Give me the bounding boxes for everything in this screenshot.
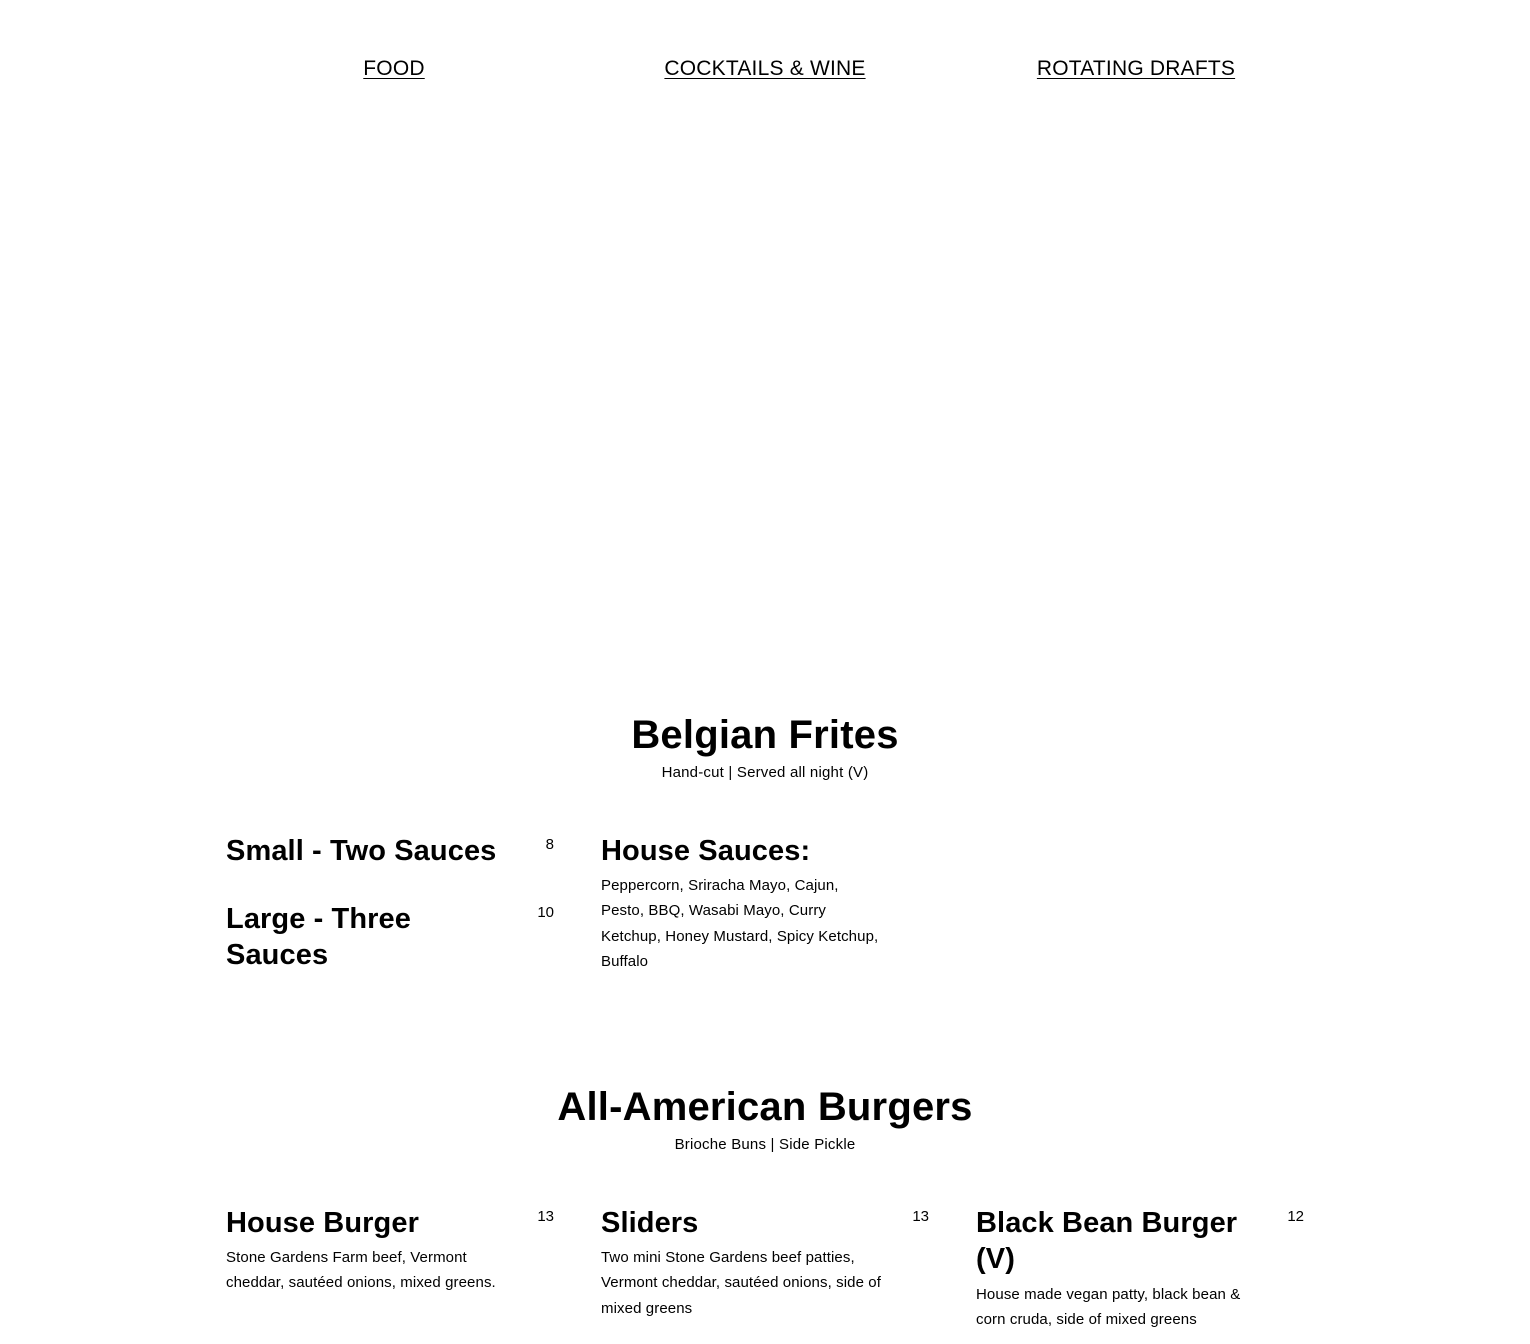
item-price: 10 — [537, 904, 554, 921]
item-description: House made vegan patty, black bean & corn cruda, side of mixed greens — [976, 1286, 1241, 1329]
sauces-list: Peppercorn, Sriracha Mayo, Cajun, Pesto, BBQ, Wasabi Mayo, Curry Ketchup, Honey Mustard, Spicy Ketchup, Buffalo — [601, 877, 879, 970]
item-price: 13 — [537, 1208, 554, 1225]
section-title: Belgian Frites — [631, 713, 899, 757]
item-name: Sliders — [601, 1207, 699, 1239]
sauces-heading: House Sauces: — [601, 835, 811, 867]
tab-food[interactable]: FOOD — [363, 57, 425, 80]
item-description: Two mini Stone Gardens beef patties, Vermont cheddar, sautéed onions, side of mixed greens — [601, 1249, 882, 1317]
tab-rotating-drafts[interactable]: ROTATING DRAFTS — [1036, 57, 1236, 80]
item-name: Large - Three Sauces — [226, 903, 412, 971]
menu-tabs — [0, 54, 1530, 86]
section-title: All-American Burgers — [557, 1085, 973, 1129]
item-name: Black Bean Burger (V) — [976, 1207, 1238, 1275]
section-subtitle: Brioche Buns | Side Pickle — [674, 1136, 856, 1153]
item-description: Stone Gardens Farm beef, Vermont cheddar, sautéed onions, mixed greens. — [226, 1249, 496, 1292]
item-name: Small - Two Sauces — [226, 835, 497, 867]
item-price: 8 — [545, 836, 554, 853]
tab-cocktails-wine[interactable]: COCKTAILS & WINE — [664, 57, 866, 80]
item-price: 12 — [1287, 1208, 1304, 1225]
item-name: House Burger — [226, 1207, 419, 1239]
section-subtitle: Hand-cut | Served all night (V) — [661, 764, 869, 781]
item-price: 13 — [912, 1208, 929, 1225]
